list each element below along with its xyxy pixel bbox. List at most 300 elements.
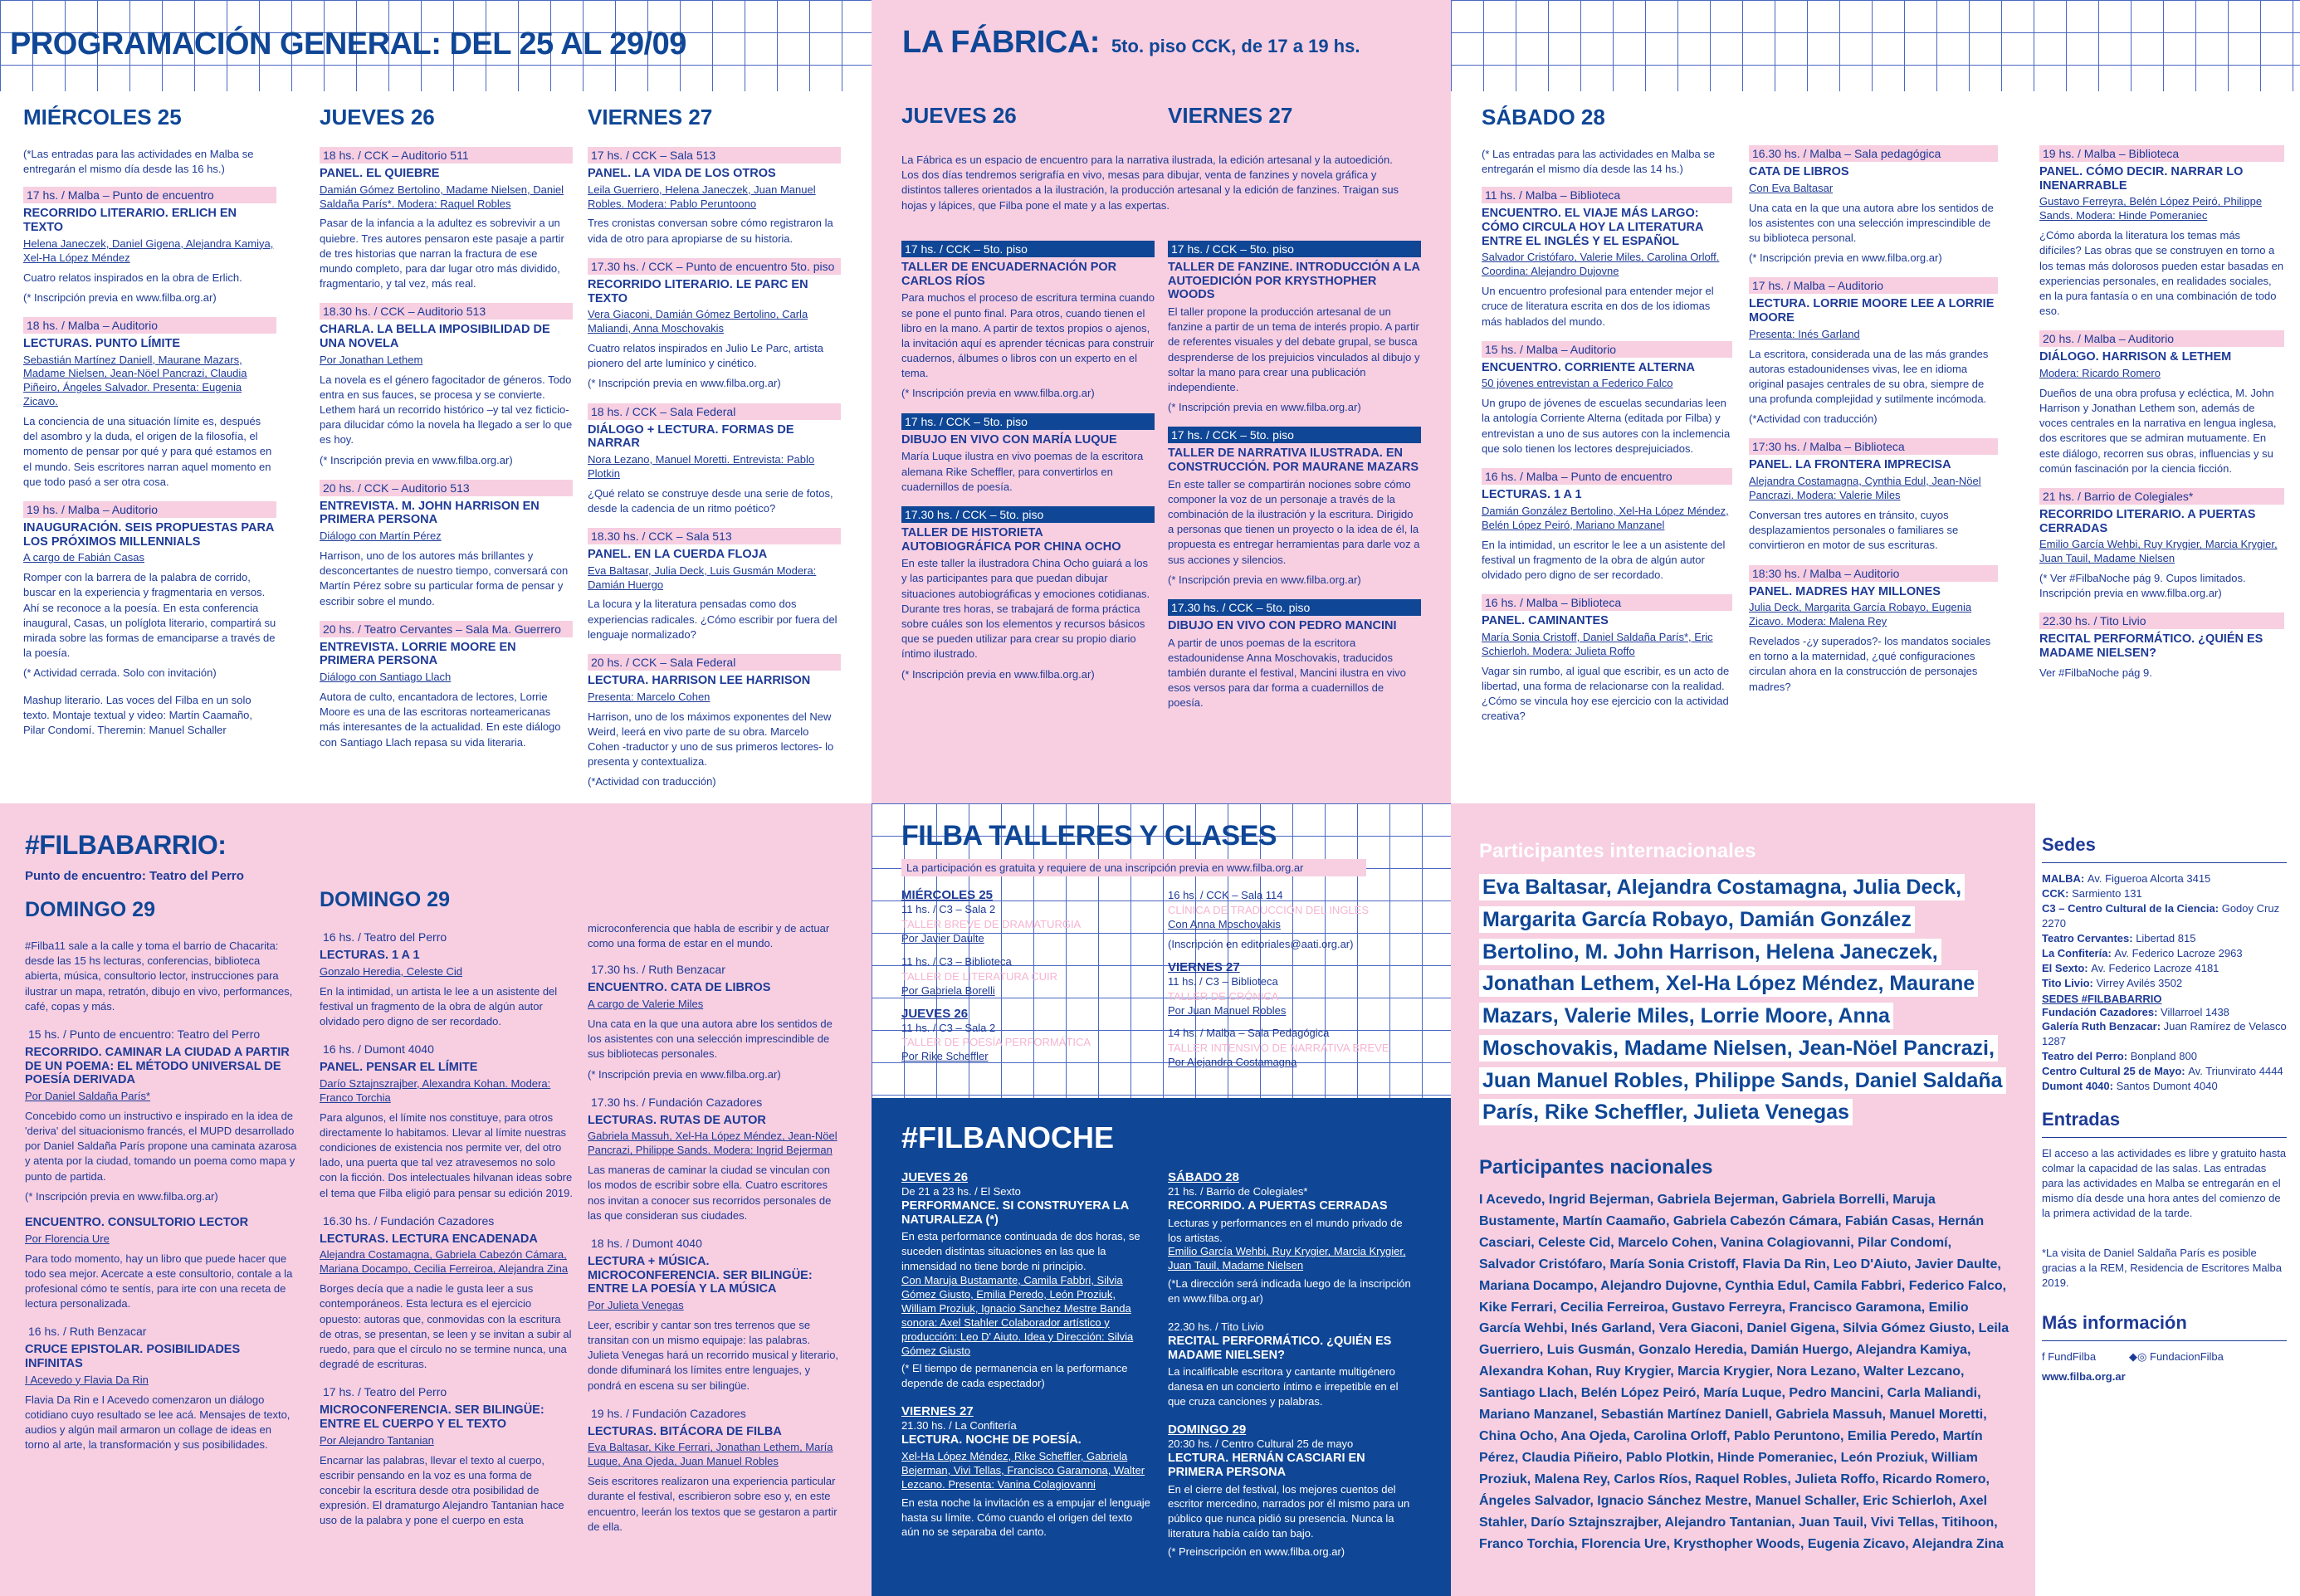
sede-address: Godoy Cruz 2270 (2042, 901, 2280, 930)
column-miercoles (23, 105, 276, 738)
event-note: (* Inscripción previa en www.filba.org.ar) (1168, 401, 1361, 414)
event-item (320, 480, 573, 609)
event-people[interactable]: 50 jóvenes entrevistan a Federico Falco (1482, 377, 1673, 390)
event-people[interactable]: Por Jonathan Lethem (320, 353, 423, 366)
sede-address: Santos Dumont 4040 (2116, 1080, 2218, 1093)
noche-title: LECTURA. NOCHE DE POESÍA. (901, 1433, 1082, 1447)
event-description: Concebido como un instructivo e inspirado en la idea de 'deriva' del situacionismo francés, el MUPD desarrollado por Daniel Saldaña París propone una caminata azarosa y atenta por la ciudad, tomando un poema como mapa y punto de partida. (25, 1109, 297, 1183)
event-title: LECTURAS. 1 A 1 (320, 949, 420, 962)
event-item (1168, 241, 1421, 415)
sedes-barrio-list (2042, 1005, 2287, 1095)
sede-address: Virrey Avilés 3502 (2096, 976, 2183, 989)
microconf-continuation: microconferencia que habla de escribir y de actuar como una forma de estar en el mundo. (588, 922, 830, 950)
event-title: TALLER DE NARRATIVA ILUSTRADA. EN CONSTRUCCIÓN. POR MAURANE MAZARS (1168, 447, 1419, 474)
event-description: Seis escritores realizaron una experiencia particular durante el festival, escribieron sobre eso y, en este encuentro, leerán los textos que se gestaron a partir de ella. (588, 1475, 837, 1533)
event-title: PANEL. LA FRONTERA IMPRECISA (1749, 458, 1951, 472)
event-list (320, 147, 573, 750)
sede-address: Av. Figueroa Alcorta 3415 (2087, 872, 2211, 885)
workshop-item (901, 954, 1150, 998)
event-title: TALLER DE ENCUADERNACIÓN POR CARLOS RÍOS (901, 261, 1117, 288)
event-description: ¿Qué relato se construye desde una serie de fotos, desde la cadencia de un ritmo poético? (588, 486, 833, 515)
event-time-location: 17.30 hs. / Fundación Cazadores (588, 1094, 841, 1110)
event-time-location: 22.30 hs. / Tito Livio (2039, 613, 2284, 629)
event-item (901, 506, 1155, 682)
event-title: TALLER DE HISTORIETA AUTOBIOGRÁFICA POR CHINA OCHO (901, 525, 1121, 554)
event-item (25, 1323, 299, 1452)
day-title: VIERNES 27 (588, 105, 713, 129)
event-time-location: 17 hs. / Teatro del Perro (320, 1384, 573, 1400)
event-time-location: 18.30 hs. / CCK – Auditorio 513 (320, 303, 573, 320)
noche-title: PERFORMANCE. SI CONSTRUYERA LA NATURALEZA (*) (901, 1198, 1129, 1227)
event-people[interactable]: Diálogo con Martín Pérez (320, 530, 442, 543)
event-title: ENCUENTRO. CATA DE LIBROS (588, 981, 771, 995)
event-title: PANEL. EL QUIEBRE (320, 167, 440, 180)
event-people[interactable]: Por Daniel Saldaña París* (25, 1089, 151, 1102)
noche-time: 22.30 hs. / Tito Livio (1168, 1320, 1264, 1334)
event-people[interactable]: Gabriela Massuh, Xel-Ha López Méndez, Jean-Nöel Pancrazi, Philippe Sands. Modera: Ingrid Bejerman (588, 1130, 837, 1157)
event-people[interactable]: Emilio García Wehbi, Ruy Krygier, Marcia Krygier, Juan Tauil, Madame Nielsen (2039, 538, 2278, 565)
noche-people[interactable]: Emilio García Wehbi, Ruy Krygier, Marcia Krygier, Juan Tauil, Madame Nielsen (1168, 1245, 1406, 1272)
event-description: Cuatro relatos inspirados en la obra de Erlich. (23, 271, 242, 284)
facebook-link[interactable] (2042, 1350, 2096, 1364)
event-description: ¿Cómo aborda la literatura los temas más difíciles? Las obras que se construyen en torno a los temas más dolorosos pueden estar basadas en experiencias personales, en realidades sociales, en la pura fantasía o en una combinación de todo eso. (2039, 229, 2284, 318)
event-time-location: 20 hs. / Malba – Auditorio (2039, 330, 2284, 347)
event-people[interactable]: A cargo de Valerie Miles (588, 998, 704, 1011)
sede-address: Av. Federico Lacroze 4181 (2091, 961, 2219, 974)
event-description: El taller propone la producción artesanal de un fanzine a partir de un tema de interés propio. A partir de referentes visuales y del debate grupal, se busca desprenderse de los prejuicios vinculados al dibujo y soltar la mano para crear una publicación independiente. (1168, 305, 1420, 393)
event-item (320, 1041, 573, 1201)
event-time-location: 16 hs. / Ruth Benzacar (25, 1323, 299, 1340)
fabrica-jueves-list (901, 241, 1155, 694)
event-description: En este taller la ilustradora China Ocho guiará a los y las participantes para que puedan dibujar situaciones autobiográficas y emociones cotidianas. Durante tres horas, se trabajará de forma práctica sobre cuáles son los elementos y recursos básicos que se pueden utilizar para crear su propio diario íntimo ilustrado. (901, 557, 1150, 661)
workshop-day: VIERNES 27 (1168, 959, 1240, 974)
workshop-teacher[interactable]: Con Anna Moschovakis (1168, 917, 1281, 930)
sede-address: Av. Triunvirato 4444 (2188, 1065, 2283, 1078)
fabrica-viernes-list (1168, 241, 1421, 723)
event-time-location: 18 hs. / CCK – Auditorio 511 (320, 147, 573, 164)
event-list (23, 187, 276, 681)
event-title: PANEL. PENSAR EL LÍMITE (320, 1061, 478, 1075)
sede-item (2042, 961, 2287, 976)
sede-item (2042, 1064, 2287, 1079)
event-description: Revelados -¿y superados?- los mandatos sociales en torno a la maternidad, ¿qué configuraciones circulan ahora en la construcción de personajes madres? (1749, 634, 1991, 693)
event-title: LECTURA. LORRIE MOORE LEE A LORRIE MOORE (1749, 297, 1995, 325)
noche-time: 20:30 hs. / Centro Cultural 25 de mayo (1168, 1437, 1354, 1451)
event-people[interactable]: Damián González Bertolino, Xel-Ha López Méndez, Belén López Peiró, Mariano Manzanel (1482, 504, 1729, 531)
event-item (588, 1094, 841, 1223)
noche-title: #FILBANOCHE (901, 1120, 1115, 1154)
sede-name: CCK: (2042, 886, 2073, 900)
sede-name: C3 – Centro Cultural de la Ciencia: (2042, 901, 2222, 915)
event-description: Tres cronistas conversan sobre cómo registraron la vida de otro para apropiarse de su historia. (588, 217, 833, 245)
sede-name: Centro Cultural 25 de Mayo: (2042, 1065, 2189, 1078)
event-description: María Luque ilustra en vivo poemas de la escritora alemana Rike Scheffler, para convertirlos en cuadernillos de poesía. (901, 450, 1144, 493)
event-title: ENCUENTRO. EL VIAJE MÁS LARGO: CÓMO CIRCULA HOY LA LITERATURA ENTRE EL INGLÉS Y EL ESPAÑOL (1482, 207, 1703, 248)
event-item (25, 1216, 299, 1311)
event-note: (* Actividad cerrada. Solo con invitación) (23, 666, 217, 680)
sede-address: Bonpland 800 (2130, 1050, 2197, 1063)
sede-item (2042, 1005, 2287, 1020)
event-list (1482, 187, 1732, 724)
event-time-location: 16 hs. / Malba – Punto de encuentro (1482, 468, 1732, 485)
workshop-title: TALLER DE POESÍA PERFORMÁTICA (901, 1036, 1091, 1049)
event-people[interactable]: Con Eva Baltasar (1749, 181, 1834, 194)
event-time-location: 20 hs. / CCK – Auditorio 513 (320, 480, 573, 496)
event-note: (* Inscripción previa en www.filba.org.ar) (23, 290, 217, 304)
event-people[interactable]: Julia Deck, Margarita García Robayo, Eugenia Zicavo. Modera: Malena Rey (1749, 601, 1972, 628)
event-people[interactable]: Por Julieta Venegas (588, 1298, 684, 1311)
social-links (2042, 1350, 2287, 1364)
event-list (25, 1026, 299, 1452)
event-time-location: 21 hs. / Barrio de Colegiales* (2039, 488, 2284, 505)
event-people[interactable]: Damián Gómez Bertolino, Madame Nielsen, Daniel Saldaña París*. Modera: Raquel Robles (320, 183, 564, 210)
event-item (2039, 488, 2284, 602)
column-viernes (588, 105, 841, 802)
day-title: SÁBADO 28 (1482, 105, 1605, 129)
event-title: LECTURA + MÚSICA. MICROCONFERENCIA. SER BILINGÜE: ENTRE LA POESÍA Y LA MÚSICA (588, 1254, 813, 1296)
event-people[interactable]: I Acevedo y Flavia Da Rin (25, 1373, 149, 1386)
event-title: ENCUENTRO. CONSULTORIO LECTOR (25, 1215, 249, 1229)
event-people[interactable]: Sebastián Martínez Daniell, Maurane Mazars, Madame Nielsen, Jean-Nöel Pancrazi, Claudia Piñeiro, Ángeles Salvador. Presenta: Eugenia Zicavo. (23, 353, 247, 408)
event-item (23, 501, 276, 681)
sede-name: Fundación Cazadores: (2042, 1005, 2161, 1018)
workshop-teacher[interactable]: Por Gabriela Borelli (901, 983, 995, 997)
workshop-day: MIÉRCOLES 25 (901, 888, 994, 902)
event-time-location: 19 hs. / Malba – Auditorio (23, 501, 276, 518)
event-note: (* Inscripción previa en www.filba.org.ar) (588, 1067, 781, 1081)
workshop-time: 11 hs. / C3 – Sala 2 (901, 903, 996, 915)
event-item (320, 621, 573, 750)
event-item (1749, 145, 1998, 266)
event-title: DIÁLOGO. HARRISON & LETHEM (2039, 350, 2232, 364)
barrio-column-1 (25, 830, 299, 1464)
sedes-barrio-title: SEDES #FILBABARRIO (2042, 992, 2162, 1005)
event-time-location: 18.30 hs. / CCK – Sala 513 (588, 528, 841, 544)
event-people[interactable]: Helena Janeczek, Daniel Gigena, Alejandra Kamiya, Xel-Ha López Méndez (23, 237, 274, 264)
noche-people[interactable]: Con Maruja Bustamante, Camila Fabbri, Silvia Gómez Giusto, Emilia Peredo, León Proziuk, William Proziuk, Ignacio Sanchez Mestre Banda sonora: Axel Stahler Colaborador artístico y producción: Leo D' Aiuto. Idea y Dirección: Silvia Gómez Giusto (901, 1274, 1134, 1357)
event-title: ENCUENTRO. CORRIENTE ALTERNA (1482, 360, 1695, 374)
noche-desc: La incalificable escritora y cantante multigénero danesa en un concierto íntimo e irrepetible en el que cruza canciones y palabras. (1168, 1365, 1399, 1408)
day-title: MIÉRCOLES 25 (23, 105, 182, 129)
event-people[interactable]: María Sonia Cristoff, Daniel Saldaña París*, Eric Schierloh. Modera: Julieta Roffo (1482, 630, 1713, 657)
event-people[interactable]: Nora Lezano, Manuel Moretti. Entrevista: Pablo Plotkin (588, 452, 815, 480)
noche-note: En esta noche la invitación es a empujar el lenguaje hasta su límite. Cómo cuando el origen del texto aún no se separaba del canto. (901, 1496, 1150, 1539)
event-item (588, 1235, 841, 1393)
noche-day: SÁBADO 28 (1168, 1170, 1239, 1184)
noche-time: 21 hs. / Barrio de Colegiales* (1168, 1185, 1308, 1198)
event-time-location: 11 hs. / Malba – Biblioteca (1482, 187, 1732, 203)
noche-item (1168, 1423, 1417, 1559)
barrio-title: #FILBABARRIO: (25, 830, 227, 860)
event-description: En este taller se compartirán nociones sobre cómo componer la voz de un personaje a través de la combinación de la ilustración y la escritura. Dirigido a personas que tienen un proyecto o la idea de él, la propuesta es entregar herramientas para darle voz a sus acciones y silencios. (1168, 477, 1420, 566)
event-description: Pasar de la infancia a la adultez es sobrevivir a un quiebre. Tres autores pensaron este pasaje a partir de tres historias que narran la fractura de ese mundo completo, para dar lugar otro más dividido, fragmentario, y tal vez, más real. (320, 217, 564, 290)
noche-time: 21.30 hs. / La Confitería (901, 1419, 1017, 1432)
sedes-title: Sedes (2042, 834, 2287, 863)
event-title: LECTURAS. RUTAS DE AUTOR (588, 1113, 766, 1127)
event-item (1168, 427, 1421, 588)
event-item (901, 241, 1155, 402)
event-people[interactable]: Salvador Cristófaro, Valerie Miles, Carolina Orloff. Coordina: Alejandro Dujovne (1482, 251, 1720, 278)
workshop-teacher[interactable]: Por Rike Scheffler (901, 1050, 989, 1063)
event-title: LECTURAS. LECTURA ENCADENADA (320, 1232, 538, 1246)
event-item (23, 187, 276, 305)
event-time-location: 18:30 hs. / Malba – Auditorio (1749, 565, 1998, 582)
workshop-teacher[interactable]: Por Javier Daulte (901, 931, 984, 944)
workshop-teacher[interactable]: Por Alejandra Costamagna (1168, 1056, 1297, 1069)
event-description: Harrison, uno de los máximos exponentes del New Weird, leerá en vivo parte de su obra. Marcelo Cohen -traductor y uno de sus primeros lectores- lo presenta y contextualiza. (588, 710, 834, 769)
sede-name: Tito Livio: (2042, 976, 2097, 989)
event-item (1749, 438, 1998, 553)
workshop-teacher[interactable]: Por Juan Manuel Robles (1168, 1003, 1287, 1017)
sedes-column (2042, 834, 2287, 1384)
fabrica-intro: La Fábrica es un espacio de encuentro para la narrativa ilustrada, la edición artesanal y la autoedición. Los dos días tendremos serigrafía en vivo, mesas para dibujar, venta de fanzines y novela gráfica y distintos talleres orientados a la ilustración, la producción artesanal y la edición de fanzines. Traigan sus hojas y lápices, que Filba pone el mate y a las expertas. (901, 154, 1399, 212)
noche-people[interactable]: Xel-Ha López Méndez, Rike Scheffler, Gabriela Bejerman, Vivi Tellas, Francisco Garamona, Walter Lezcano. Presenta: Vanina Colagiovanni (901, 1449, 1145, 1491)
talleres-list-right (1168, 888, 1417, 1078)
sede-item (2042, 1049, 2287, 1064)
talleres-list-left (901, 888, 1150, 1072)
noche-desc: En el cierre del festival, los mejores cuentos del escritor mercedino, narrados por él mismo para un público que nunca pidió su presencia. Nunca la literatura había caído tan bajo. (1168, 1482, 1410, 1540)
twitter-instagram-icon: ◆◎ (2129, 1350, 2150, 1363)
noche-day: VIERNES 27 (901, 1404, 974, 1419)
noche-item (1168, 1170, 1417, 1306)
noche-desc: En esta performance continuada de dos horas, se suceden distintas situaciones en las que la inmensidad no tiene borde ni principio. (901, 1230, 1140, 1273)
event-item (1482, 468, 1732, 583)
day-title: DOMINGO 29 (25, 898, 155, 921)
event-title: PANEL. CAMINANTES (1482, 614, 1609, 628)
event-list (320, 929, 573, 1528)
noche-day: DOMINGO 29 (1168, 1423, 1247, 1437)
event-note: (*Actividad con traducción) (588, 775, 716, 788)
sede-name: El Sexto: (2042, 961, 2092, 974)
event-description: En la intimidad, un artista le lee a un asistente del festival un fragmento de la obra de algún autor olvidado pero digno de ser recordado. (320, 984, 558, 1027)
day-title: DOMINGO 29 (320, 888, 450, 911)
event-item (1749, 565, 1998, 695)
website-link[interactable]: www.filba.org.ar (2042, 1369, 2126, 1383)
workshop-title: TALLER DE LITERATURA CUIR (901, 969, 1058, 983)
noche-day: JUEVES 26 (901, 1170, 969, 1184)
workshop-day: JUEVES 26 (901, 1006, 969, 1021)
event-people[interactable]: Vera Giaconi, Damián Gómez Bertolino, Carla Maliandi, Anna Moschovakis (588, 308, 808, 335)
event-time-location: 18 hs. / Dumont 4040 (588, 1235, 841, 1252)
noche-item (1168, 1320, 1417, 1409)
workshop-time: 14 hs. / Malba – Sala Pedagógica (1168, 1027, 1330, 1040)
event-description: Las maneras de caminar la ciudad se vinculan con los modos de escribir sobre ella. Cuatro escritores nos invitan a conocer sus recorridos personales de las que consideran sus ciudades. (588, 1164, 832, 1222)
page-title: PROGRAMACIÓN GENERAL: DEL 25 AL 29/09 (10, 27, 686, 61)
event-time-location: 17.30 hs. / CCK – Punto de encuentro 5to. piso (588, 258, 841, 275)
event-description: Flavia Da Rin e I Acevedo comenzaron un diálogo cotidiano cuyo resultado se lee acá. Mensajes de texto, audios y algún mail armaron un collage de ideas en torno al arte, la transformación y sus posibilidades. (25, 1393, 291, 1452)
noche-note: (* Preinscripción en www.filba.org.ar) (1168, 1545, 1345, 1559)
event-time-location: 16 hs. / Dumont 4040 (320, 1041, 573, 1057)
event-people[interactable]: Eva Baltasar, Julia Deck, Luis Gusmán Modera: Damián Huergo (588, 564, 817, 591)
event-item (588, 147, 841, 246)
intl-names (1479, 871, 2010, 1129)
instagram-handle: FundacionFilba (2150, 1350, 2224, 1363)
event-people[interactable]: Modera: Ricardo Romero (2039, 366, 2161, 379)
sede-item (2042, 901, 2287, 931)
entradas-title: Entradas (2042, 1109, 2287, 1138)
column-jueves (320, 105, 573, 762)
sede-item (2042, 1019, 2287, 1049)
event-description: Leer, escribir y cantar son tres terrenos que se transitan con un mismo equipaje: las palabras. Julieta Venegas hará un recorrido musical y literario, donde difuminará los límites entre lenguajes, y pondrá en escena su ser bilingüe. (588, 1318, 839, 1392)
noche-title: LECTURA. HERNÁN CASCIARI EN PRIMERA PERSONA (1168, 1452, 1365, 1479)
event-time-location: 16 hs. / Teatro del Perro (320, 929, 573, 945)
event-time-location: 17 hs. / CCK – 5to. piso (1168, 427, 1421, 443)
noche-note: (* El tiempo de permanencia en la performance depende de cada espectador) (901, 1362, 1128, 1390)
fabrica-header (902, 25, 1360, 61)
event-title: RECITAL PERFORMÁTICO. ¿QUIÉN ES MADAME NIELSEN? (2039, 632, 2263, 661)
event-people[interactable]: Presenta: Marcelo Cohen (588, 690, 711, 703)
event-description: Harrison, uno de los autores más brillantes y desconcertantes de nuestro tiempo, conversará con Martín Pérez sobre su particular forma de pensar y escribir sobre el mundo. (320, 549, 569, 608)
sede-address: Juan Ramírez de Velasco 1287 (2042, 1020, 2287, 1048)
sede-name: MALBA: (2042, 872, 2088, 885)
event-title: ENTREVISTA. LORRIE MOORE EN PRIMERA PERSONA (320, 640, 516, 668)
event-description: Autora de culto, encantadora de lectores, Lorrie Moore es una de las escritoras norteamericanas más interesantes de la actualidad. En este diálogo con Santiago Llach repasa su vida literaria. (320, 690, 561, 749)
event-item (25, 1026, 299, 1204)
intl-names-text: Eva Baltasar, Alejandra Costamagna, Julia Deck, Margarita García Robayo, Damián González Bertolino, M. John Harrison, Helena Janeczek, Jonathan Lethem, Xel-Ha López Méndez, Maurane Mazars, Valerie Miles, Lorrie Moore, Anna Moschovakis, Madame Nielsen, Jean-Nöel Pancrazi, Juan Manuel Robles, Philippe Sands, Daniel Saldaña París, Rike Scheffler, Julieta Venegas (1479, 874, 2006, 1125)
event-description: Un encuentro profesional para entender mejor el cruce de literatura escrita en dos de los idiomas más hablados del mundo. (1482, 285, 1714, 328)
workshop-title: TALLER INTENSIVO DE NARRATIVA BREVE (1168, 1042, 1389, 1055)
noche-list-right (1168, 1170, 1417, 1573)
event-people[interactable]: Eva Baltasar, Kike Ferrari, Jonathan Lethem, María Luque, Ana Ojeda, Juan Manuel Robles (588, 1441, 833, 1468)
event-note: Ver #FilbaNoche pág 9. (2039, 666, 2152, 679)
event-time-location: 17 hs. / Malba – Auditorio (1749, 277, 1998, 294)
event-people[interactable]: Gustavo Ferreyra, Belén López Peiró, Philippe Sands. Modera: Hinde Pomeraniec (2039, 195, 2263, 222)
facebook-icon: f (2042, 1350, 2049, 1363)
noche-note: (*La dirección será indicada luego de la inscripción en www.filba.org.ar) (1168, 1277, 1411, 1306)
event-title: RECORRIDO LITERARIO. LE PARC EN TEXTO (588, 277, 808, 305)
sede-item (2042, 886, 2287, 901)
sede-item (2042, 1079, 2287, 1094)
event-description: Para muchos el proceso de escritura termina cuando se pone el punto final. Para otros, cuando tienen el libro en la mano. A partir de textos propios o ajenos, la invitación aquí es aprender técnicas para construir cuadernos, álbumes o libros con un experto en el tema. (901, 291, 1155, 380)
event-people[interactable]: A cargo de Fabián Casas (23, 551, 144, 564)
event-list (588, 961, 841, 1535)
column-sabado-3 (2039, 145, 2284, 692)
grid-background-top-right (1451, 0, 2300, 91)
sedes-list (2042, 871, 2287, 991)
noche-title: RECITAL PERFORMÁTICO. ¿QUIÉN ES MADAME NIELSEN? (1168, 1335, 1392, 1362)
event-time-location: 15 hs. / Punto de encuentro: Teatro del Perro (25, 1026, 299, 1042)
event-note: (* Inscripción previa en www.filba.org.ar) (320, 453, 513, 466)
event-item (588, 961, 841, 1081)
event-title: PANEL. MADRES HAY MILLONES (1749, 584, 1941, 598)
workshop-item (1168, 1026, 1417, 1070)
event-item (1482, 187, 1732, 329)
event-time-location: 20 hs. / CCK – Sala Federal (588, 654, 841, 671)
event-title: LECTURAS. 1 A 1 (1482, 488, 1582, 502)
event-people[interactable]: Alejandra Costamagna, Gabriela Cabezón Cámara, Mariana Docampo, Cecilia Ferreiroa, Alejandra Zina (320, 1248, 569, 1276)
sede-name: Galería Ruth Benzacar: (2042, 1020, 2164, 1033)
event-description: Cuatro relatos inspirados en Julio Le Parc, artista pionero del arte lumínico y cinético. (588, 341, 823, 370)
event-time-location: 19 hs. / Fundación Cazadores (588, 1405, 841, 1422)
event-title: INAUGURACIÓN. SEIS PROPUESTAS PARA LOS PRÓXIMOS MILLENNIALS (23, 521, 274, 549)
event-title: DIBUJO EN VIVO CON PEDRO MANCINI (1168, 618, 1397, 632)
event-item (320, 147, 573, 291)
event-description: La escritora, considerada una de las más grandes autoras estadounidenses vivas, lee en idioma original pasajes centrales de su obra, siempre de una profunda complejidad y sutilmente incómoda. (1749, 347, 1989, 406)
event-title: DIBUJO EN VIVO CON MARÍA LUQUE (901, 432, 1117, 447)
event-item (1749, 277, 1998, 427)
nac-names: I Acevedo, Ingrid Bejerman, Gabriela Bejerman, Gabriela Borrelli, Maruja Bustamente, Martín Caamaño, Gabriela Cabezón Cámara, Fabián Casas, Hernán Casciari, Celeste Cid, Marcelo Cohen, Vanina Colagiovanni, Pilar Condomí, Salvador Cristófaro, María Sonia Cristoff, Flavia Da Rin, Leo D'Aiuto, Javier Daulte, Mariana Docampo, Alejandro Dujovne, Cynthia Edul, Camila Fabbri, Federico Falco, Kike Ferrari, Cecilia Ferreiroa, Gustavo Ferreyra, Francisco Garamona, Emilio García Wehbi, Inés Garland, Vera Giaconi, Daniel Gigena, Silvia Gómez Giusto, Leila Guerriero, Luis Gusmán, Gonzalo Heredia, Damián Huergo, Alejandra Kamiya, Alexandra Kohan, Ruy Krygier, Marcia Krygier, Nora Lezano, Walter Lezcano, Santiago Llach, Belén López Peiró, María Luque, Pedro Mancini, Carla Maliandi, Mariano Manzanel, Sebastián Martínez Daniell, Gabriela Massuh, Manuel Moretti, China Ocho, Ana Ojeda, Carolina Orloff, Pablo Peruntono, Emilia Peredo, Martín Pérez, Claudia Piñeiro, Pablo Plotkin, Hinde Pomeraniec, León Proziuk, William Proziuk, Malena Rey, Carlos Ríos, Raquel Robles, Julieta Roffo, Ricardo Romero, Ángeles Salvador, Ignacio Sánchez Mestre, Manuel Schaller, Eric Schierloh, Axel Stahler, Darío Sztajnszrajber, Alejandro Tantanian, Juan Tauil, Vivi Tellas, Titihoon, Franco Torchia, Florencia Ure, Krysthopher Woods, Eugenia Zicavo, Alejandra Zina (1479, 1193, 2009, 1551)
noche-desc: Lecturas y performances en el mundo privado de los artistas. (1168, 1216, 1403, 1244)
fabrica-day-viernes: VIERNES 27 (1168, 103, 1293, 128)
day-title: JUEVES 26 (320, 105, 435, 129)
event-description: Encarnar las palabras, llevar el texto al cuerpo, escribir pensando en la voz es una forma de concebir la escritura desde otra posibilidad de expresión. El dramaturgo Alejandro Tantanian hace uso de la palabra y pone el cuerpo en esta (320, 1453, 564, 1527)
event-description: Borges decía que a nadie le gusta leer a sus contemporáneos. Esta lectura es el ejercicio opuesto: autoras que, conmovidas con la escritura de otras, se presentan, se leen y se invitan a subir al ruedo, para que el círculo no se termine nunca, una degradé de escrituras. (320, 1282, 572, 1371)
workshop-item (1168, 960, 1417, 1018)
intl-title: Participantes internacionales (1479, 840, 1756, 862)
event-people[interactable]: Gonzalo Heredia, Celeste Cid (320, 964, 462, 978)
sede-address: Sarmiento 131 (2072, 886, 2142, 900)
workshop-item (901, 1007, 1150, 1065)
workshop-time: 16 hs. / CCK – Sala 114 (1168, 889, 1283, 901)
event-people[interactable]: Por Florencia Ure (25, 1232, 110, 1245)
event-description: Conversan tres autores en tránsito, cuyos desplazamientos personales o familiares se convirtieron en motor de sus escrituras. (1749, 508, 1959, 552)
event-title: CHARLA. LA BELLA IMPOSIBILIDAD DE UNA NOVELA (320, 323, 550, 351)
event-item (588, 258, 841, 392)
event-time-location: 17.30 hs. / Ruth Benzacar (588, 961, 841, 978)
sede-item (2042, 871, 2287, 886)
event-people[interactable]: Alejandra Costamagna, Cynthia Edul, Jean-Nöel Pancrazi. Modera: Valerie Miles (1749, 475, 1981, 502)
event-note: (* Ver #FilbaNoche pág 9. Cupos limitados. Inscripción previa en www.filba.org.ar) (2039, 572, 2246, 600)
mashup-text: Mashup literario. Las voces del Filba en un solo texto. Montaje textual y video: Martín Caamaño, Pilar Condomí. Theremin: Manuel Schaller (23, 693, 253, 736)
event-time-location: 16 hs. / Malba – Biblioteca (1482, 594, 1732, 611)
workshop-time: 11 hs. / C3 – Biblioteca (901, 954, 1012, 968)
fabrica-subtitle: 5to. piso CCK, de 17 a 19 hs. (1111, 36, 1360, 56)
event-item (1482, 341, 1732, 456)
event-people[interactable]: Presenta: Inés Garland (1749, 327, 1860, 340)
event-time-location: 17 hs. / CCK – Sala 513 (588, 147, 841, 164)
noche-item (901, 1170, 1150, 1391)
noche-title: RECORRIDO. A PUERTAS CERRADAS (1168, 1198, 1388, 1213)
event-item (588, 403, 841, 517)
noche-time: De 21 a 23 hs. / El Sexto (901, 1185, 1021, 1198)
noche-list-left (901, 1170, 1150, 1553)
sede-name: La Confitería: (2042, 946, 2115, 959)
sede-item (2042, 931, 2287, 946)
event-item (2039, 330, 2284, 476)
event-people[interactable]: Diálogo con Santiago Llach (320, 671, 452, 684)
noche-item (901, 1404, 1150, 1540)
sede-name: Teatro Cervantes: (2042, 931, 2136, 944)
column-sabado-2 (1749, 145, 1998, 706)
event-time-location: 19 hs. / Malba – Biblioteca (2039, 145, 2284, 162)
event-title: LECTURA. HARRISON LEE HARRISON (588, 674, 811, 688)
event-description: Romper con la barrera de la palabra de corrido, buscar en la experiencia y fragmentaria en versos. Ahí se reconoce a la poesía. En esta conferencia inaugural, Casas, un políglota literario, compartirá su mirada sobre las formas de emanciparse a través de la poesía. (23, 571, 276, 660)
event-time-location: 17:30 hs. / Malba – Biblioteca (1749, 438, 1998, 455)
event-time-location: 18 hs. / Malba – Auditorio (23, 317, 276, 334)
instagram-link[interactable] (2129, 1350, 2224, 1364)
event-item (320, 1213, 573, 1373)
event-time-location: 17 hs. / CCK – 5to. piso (901, 413, 1155, 430)
event-people[interactable]: Por Alejandro Tantanian (320, 1433, 434, 1447)
sede-address: Av. Federico Lacroze 2963 (2114, 946, 2243, 959)
info-title: Más información (2042, 1312, 2287, 1341)
sede-name: Dumont 4040: (2042, 1080, 2117, 1093)
workshop-title: TALLER DE CRÓNICA (1168, 989, 1279, 1003)
event-item (2039, 613, 2284, 681)
column-sabado-1 (1482, 105, 1732, 735)
event-people[interactable]: Leila Guerriero, Helena Janeczek, Juan Manuel Robles. Modera: Pablo Peruntoono (588, 183, 816, 210)
event-item (320, 929, 573, 1029)
event-item (588, 528, 841, 642)
event-title: TALLER DE FANZINE. INTRODUCCIÓN A LA AUTOEDICIÓN POR KRYSTHOPHER WOODS (1168, 261, 1420, 302)
event-title: CATA DE LIBROS (1749, 165, 1849, 178)
event-note: (* Inscripción previa en www.filba.org.ar) (901, 667, 1095, 681)
sede-address: Libertad 815 (2136, 931, 2196, 944)
event-list (588, 147, 841, 790)
event-note: (* Inscripción previa en www.filba.org.ar) (1749, 251, 1942, 265)
event-item (320, 303, 573, 467)
event-people[interactable]: Darío Sztajnszrajber, Alexandra Kohan. Modera: Franco Torchia (320, 1076, 551, 1104)
